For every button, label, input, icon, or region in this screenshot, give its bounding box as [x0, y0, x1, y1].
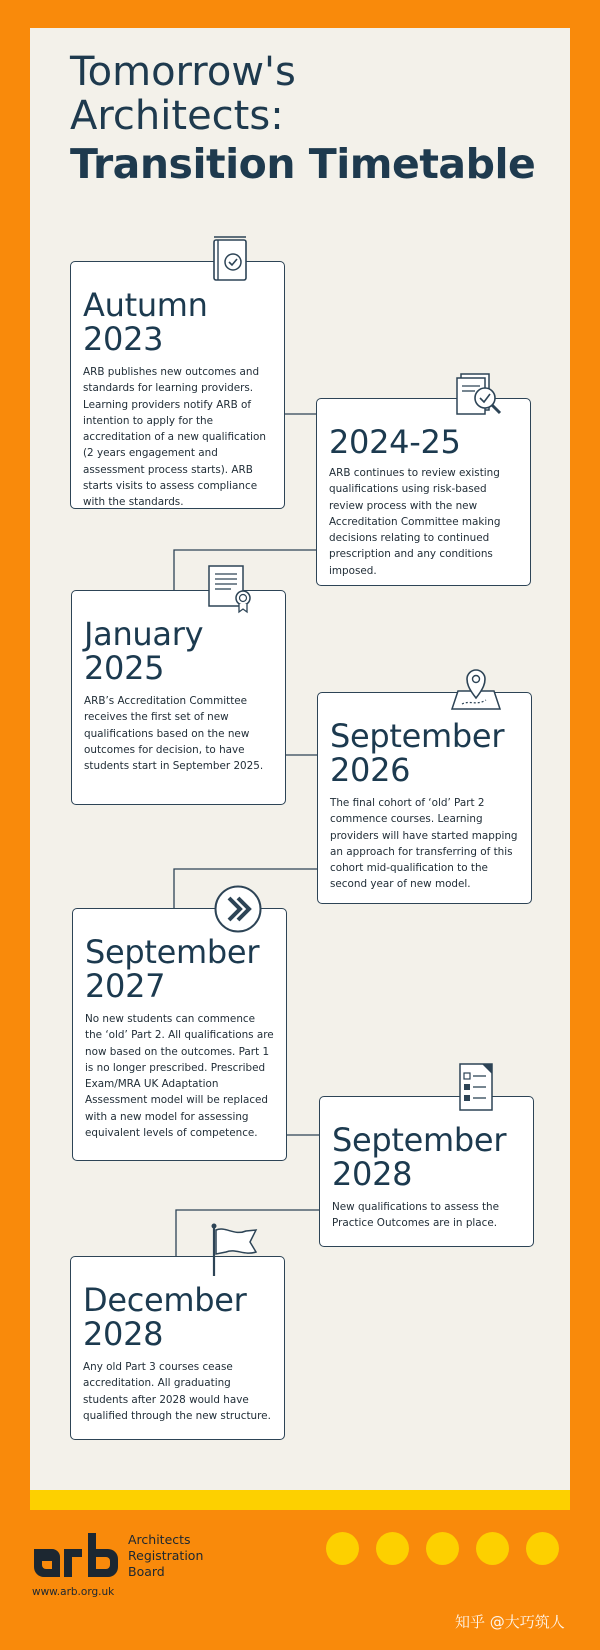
- decorative-dots: [326, 1532, 559, 1564]
- card-heading-line-1: January: [84, 615, 204, 653]
- org-name-line-3: Board: [128, 1564, 165, 1579]
- timeline-card-september-2026: [317, 692, 532, 904]
- card-text: New qualifications to assess the Practice Outcomes are in place.: [332, 1201, 500, 1230]
- card-heading-line-1: September: [330, 717, 505, 755]
- yellow-dot: [326, 1532, 359, 1565]
- flag-icon: [210, 1222, 260, 1282]
- card-text: ARB publishes new outcomes and standards for learning providers. Learning providers notify ARB of intention to apply for the accreditation of a new qualification (2 years engagement and assessment process starts). ARB starts visits to assess compliance with the standards.: [83, 366, 266, 509]
- map-pin-icon: [448, 666, 504, 716]
- yellow-dot: [526, 1532, 559, 1565]
- certificate-icon: [207, 564, 257, 618]
- card-text: ARB continues to review existing qualifications using risk-based review process with the new Accreditation Committee making decisions relating to continued prescription and any conditions imposed.: [329, 467, 501, 577]
- card-heading-line-1: September: [85, 933, 260, 971]
- card-text: No new students can commence the ‘old’ Part 2. All qualifications are now based on the outcomes. Part 1 is no longer prescribed. Prescribed Exam/MRA UK Adaptation Assessment model will be replaced with a new model for assessing equivalent levels of competence.: [85, 1013, 274, 1140]
- card-heading-line-2: 2026: [330, 751, 411, 789]
- card-heading-line-1: September: [332, 1121, 507, 1159]
- card-heading-line-1: December: [83, 1281, 247, 1319]
- document-magnifier-icon: [455, 372, 507, 424]
- card-heading: [84, 617, 273, 685]
- yellow-dot: [376, 1532, 409, 1565]
- timeline-card-september-2028: [319, 1096, 534, 1247]
- timeline-card-september-2027: [72, 908, 287, 1161]
- card-text: Any old Part 3 courses cease accreditation. All graduating students after 2028 would have qualified through the new structure.: [83, 1361, 271, 1422]
- card-heading: [330, 719, 519, 787]
- card-heading-line-2: 2028: [332, 1155, 413, 1193]
- card-heading: [85, 935, 274, 1003]
- timeline-card-january-2025: [71, 590, 286, 805]
- arb-logo: [30, 1527, 122, 1587]
- watermark: 知乎 @大巧筑人: [455, 1613, 565, 1631]
- card-heading: [329, 425, 518, 459]
- card-heading-line-2: 2027: [85, 967, 166, 1005]
- card-text: ARB’s Accreditation Committee receives the first set of new qualifications based on the new outcomes for decision, to have students start in September 2025.: [84, 695, 264, 773]
- organisation-name: [128, 1532, 203, 1580]
- yellow-dot: [476, 1532, 509, 1565]
- card-heading: [83, 1283, 272, 1351]
- fast-forward-icon: [213, 884, 263, 938]
- yellow-dot: [426, 1532, 459, 1565]
- card-heading-line-1: Autumn: [83, 286, 208, 324]
- org-name-line-1: Architects: [128, 1532, 191, 1547]
- card-heading-line-2: 2025: [84, 649, 165, 687]
- title-line-1: Tomorrow's: [70, 49, 296, 95]
- card-heading: [83, 288, 272, 356]
- card-heading-line-2: 2028: [83, 1315, 164, 1353]
- card-heading: [332, 1123, 521, 1191]
- title-line-3: Transition Timetable: [70, 140, 536, 188]
- card-heading-line-2: 2023: [83, 320, 164, 358]
- timeline-card-2024-25: [316, 398, 531, 586]
- website-url[interactable]: www.arb.org.uk: [32, 1586, 115, 1598]
- org-name-line-2: Registration: [128, 1548, 204, 1563]
- timeline-card-december-2028: [70, 1256, 285, 1440]
- card-text: The final cohort of ‘old’ Part 2 commence courses. Learning providers will have started mapping an approach for transferring of this cohort mid-qualification to the second year of new model.: [330, 797, 518, 891]
- book-check-icon: [211, 236, 249, 288]
- title-line-2: Architects:: [70, 93, 284, 139]
- card-heading-line-1: 2024-25: [329, 423, 461, 461]
- timeline-card-autumn-2023: [70, 261, 285, 509]
- checklist-icon: [458, 1062, 496, 1116]
